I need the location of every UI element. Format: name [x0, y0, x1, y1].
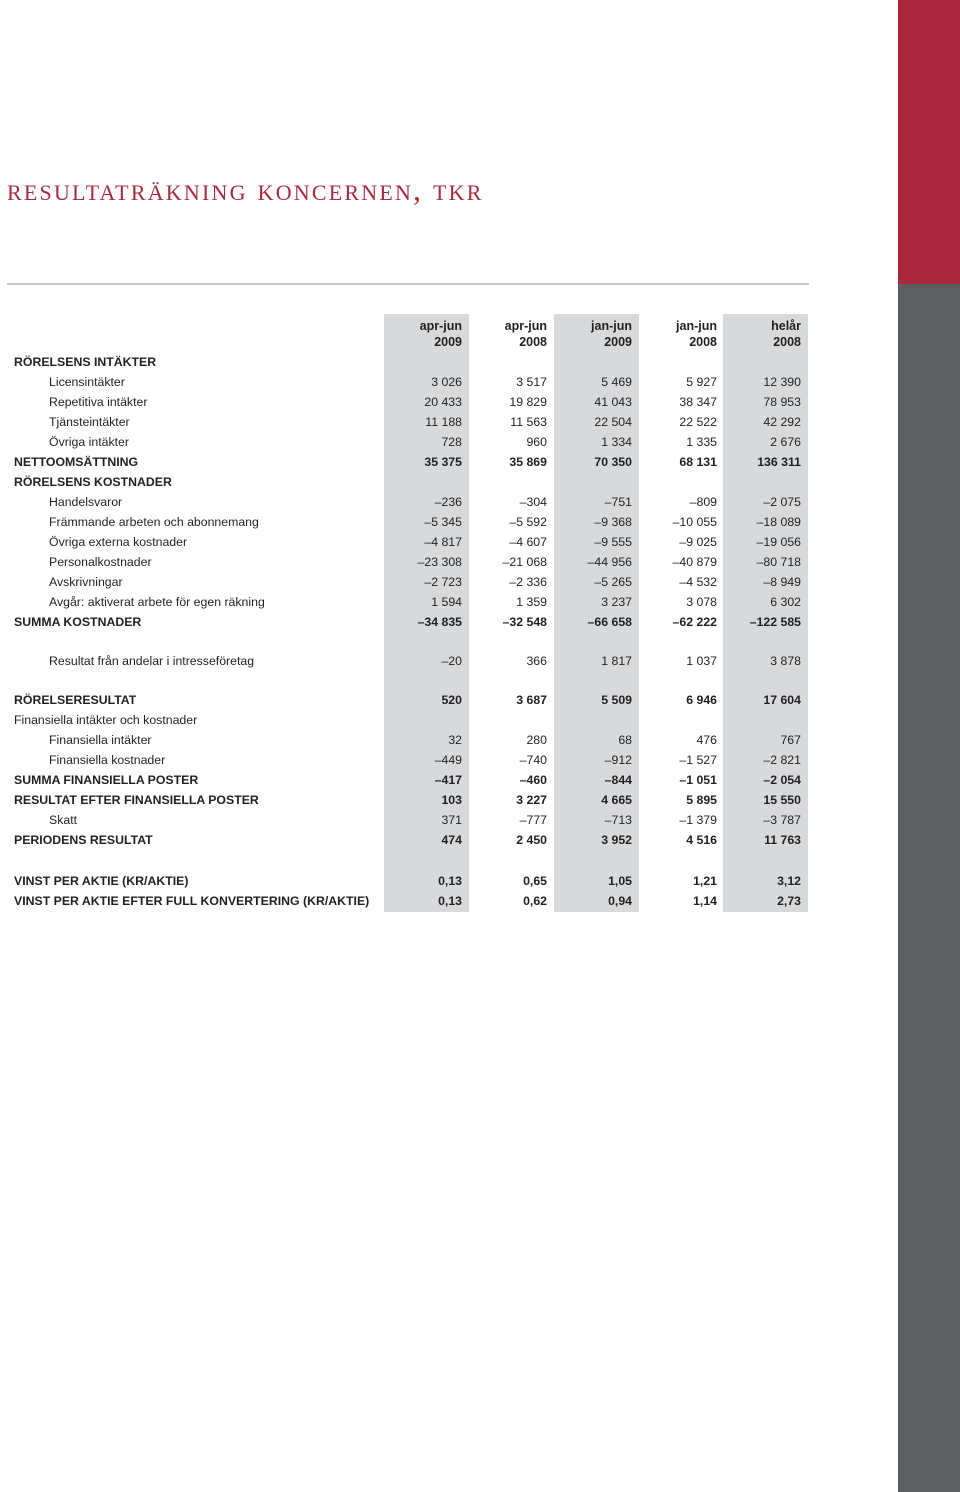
table-cell: 5 509 — [601, 693, 632, 707]
table-cell: –5 592 — [509, 515, 547, 529]
table-cell: –8 949 — [763, 575, 801, 589]
table-cell: –34 835 — [417, 615, 462, 629]
table-cell: 960 — [526, 435, 547, 449]
row-label: RÖRELSENS KOSTNADER — [14, 475, 172, 489]
table-cell: –20 — [441, 654, 462, 668]
table-cell: –713 — [604, 813, 632, 827]
table-cell: –5 265 — [594, 575, 632, 589]
table-cell: –66 658 — [587, 615, 632, 629]
table-row — [0, 750, 898, 770]
table-cell: 19 829 — [509, 395, 547, 409]
row-label: Tjänsteintäkter — [49, 415, 130, 429]
row-label: Finansiella kostnader — [49, 753, 166, 767]
table-cell: 6 302 — [770, 595, 801, 609]
table-cell: 3 078 — [686, 595, 717, 609]
row-label: RÖRELSERESULTAT — [14, 693, 137, 707]
table-cell: 2 676 — [770, 435, 801, 449]
table-cell: 728 — [441, 435, 462, 449]
table-cell: 35 869 — [509, 455, 547, 469]
accent-bar-gray — [898, 284, 960, 1492]
table-cell: 5 895 — [686, 793, 717, 807]
table-cell: –1 379 — [679, 813, 717, 827]
table-cell: 11 188 — [425, 415, 462, 429]
table-cell: 2 450 — [516, 833, 547, 847]
column-header: apr-jun 2009 — [419, 319, 462, 349]
table-cell: 35 375 — [424, 455, 462, 469]
table-cell: –4 607 — [509, 535, 547, 549]
table-cell: –9 368 — [594, 515, 632, 529]
row-label: VINST PER AKTIE EFTER FULL KONVERTERING (KR/AKTIE) — [14, 894, 370, 908]
table-cell: 1 334 — [601, 435, 632, 449]
table-cell: 2,73 — [777, 894, 801, 908]
row-label: VINST PER AKTIE (KR/AKTIE) — [14, 874, 189, 888]
table-row — [0, 452, 898, 472]
table-row — [0, 651, 898, 671]
table-cell: 1 817 — [601, 654, 632, 668]
table-cell: –9 555 — [594, 535, 632, 549]
table-cell: –40 879 — [672, 555, 717, 569]
table-cell: –417 — [434, 773, 462, 787]
table-cell: 68 — [618, 733, 632, 747]
table-cell: 3 026 — [431, 375, 462, 389]
table-cell: 3 878 — [770, 654, 801, 668]
table-cell: –1 051 — [679, 773, 717, 787]
table-cell: 0,94 — [608, 894, 632, 908]
table-cell: 1 594 — [431, 595, 462, 609]
row-label: Avgår: aktiverat arbete för egen räkning — [49, 595, 265, 609]
row-label: Avskrivningar — [49, 575, 123, 589]
table-cell: 3 952 — [601, 833, 632, 847]
table-cell: 474 — [441, 833, 462, 847]
table-cell: –304 — [519, 495, 547, 509]
table-cell: –62 222 — [672, 615, 717, 629]
table-cell: 0,62 — [523, 894, 547, 908]
table-cell: 0,65 — [523, 874, 547, 888]
table-cell: 1,21 — [693, 874, 717, 888]
table-cell: 1 359 — [516, 595, 547, 609]
table-cell: –2 336 — [509, 575, 547, 589]
table-cell: 17 604 — [763, 693, 801, 707]
column-header: jan-jun 2008 — [676, 319, 717, 349]
table-cell: –449 — [434, 753, 462, 767]
table-cell: 103 — [441, 793, 462, 807]
table-row — [0, 730, 898, 750]
table-cell: –3 787 — [763, 813, 801, 827]
table-cell: –32 548 — [502, 615, 547, 629]
row-label: Repetitiva intäkter — [49, 395, 148, 409]
table-cell: –2 075 — [763, 495, 801, 509]
table-cell: –912 — [604, 753, 632, 767]
table-cell: –777 — [519, 813, 547, 827]
table-row — [0, 710, 898, 730]
table-cell: 38 347 — [679, 395, 717, 409]
table-cell: 3 237 — [601, 595, 632, 609]
table-cell: –2 054 — [763, 773, 801, 787]
table-cell: 520 — [441, 693, 462, 707]
table-row — [0, 690, 898, 710]
row-label: Övriga intäkter — [49, 435, 129, 449]
row-label: Övriga externa kostnader — [49, 535, 188, 549]
table-cell: –122 585 — [749, 615, 801, 629]
row-label: Licensintäkter — [49, 375, 125, 389]
table-row — [0, 372, 898, 392]
row-label: Finansiella intäkter och kostnader — [14, 713, 198, 727]
table-cell: –236 — [434, 495, 462, 509]
table-row — [0, 512, 898, 532]
table-cell: 476 — [696, 733, 717, 747]
table-cell: 0,13 — [438, 894, 462, 908]
table-cell: –4 532 — [679, 575, 717, 589]
table-row — [0, 552, 898, 572]
table-cell: –844 — [604, 773, 632, 787]
table-cell: 767 — [780, 733, 801, 747]
row-label: NETTOOMSÄTTNING — [14, 455, 139, 469]
row-label: PERIODENS RESULTAT — [14, 833, 153, 847]
row-label: SUMMA KOSTNADER — [14, 615, 142, 629]
table-cell: 41 043 — [594, 395, 632, 409]
table-cell: –10 055 — [672, 515, 717, 529]
table-cell: 1,14 — [693, 894, 717, 908]
table-row — [0, 871, 898, 891]
table-cell: 12 390 — [763, 375, 801, 389]
table-row — [0, 492, 898, 512]
row-label: Skatt — [49, 813, 78, 827]
page-title: resultaträkning koncernen, tkr — [7, 172, 484, 207]
table-cell: 366 — [526, 654, 547, 668]
table-row — [0, 432, 898, 452]
column-header: apr-jun 2008 — [504, 319, 547, 349]
table-cell: –2 723 — [424, 575, 462, 589]
table-cell: 1 335 — [686, 435, 717, 449]
table-row — [0, 810, 898, 830]
table-row — [0, 790, 898, 810]
table-cell: 0,13 — [438, 874, 462, 888]
table-cell: –4 817 — [424, 535, 462, 549]
table-cell: 32 — [448, 733, 462, 747]
column-header: jan-jun 2009 — [591, 319, 632, 349]
table-cell: 1,05 — [608, 874, 632, 888]
table-row — [0, 352, 898, 372]
table-cell: 15 550 — [763, 793, 801, 807]
table-cell: 4 665 — [601, 793, 632, 807]
table-row — [0, 392, 898, 412]
row-label: Handelsvaror — [49, 495, 123, 509]
table-row — [0, 770, 898, 790]
table-cell: 5 927 — [686, 375, 717, 389]
table-cell: 78 953 — [763, 395, 801, 409]
table-cell: 5 469 — [601, 375, 632, 389]
table-cell: 22 522 — [679, 415, 717, 429]
table-cell: –5 345 — [424, 515, 462, 529]
table-row — [0, 472, 898, 492]
row-label: Resultat från andelar i intresseföretag — [49, 654, 255, 668]
table-cell: –740 — [519, 753, 547, 767]
table-cell: –23 308 — [417, 555, 462, 569]
row-label: SUMMA FINANSIELLA POSTER — [14, 773, 199, 787]
table-cell: –460 — [519, 773, 547, 787]
table-row — [0, 612, 898, 632]
table-cell: –18 089 — [756, 515, 801, 529]
table-cell: 22 504 — [594, 415, 632, 429]
table-row — [0, 592, 898, 612]
table-row — [0, 891, 898, 911]
table-cell: –21 068 — [502, 555, 547, 569]
row-label: Personalkostnader — [49, 555, 152, 569]
table-cell: 11 763 — [764, 833, 801, 847]
table-cell: –80 718 — [756, 555, 801, 569]
table-cell: –809 — [689, 495, 717, 509]
table-cell: 20 433 — [424, 395, 462, 409]
table-cell: –44 956 — [587, 555, 632, 569]
table-cell: 136 311 — [757, 455, 801, 469]
table-cell: –1 527 — [679, 753, 717, 767]
table-cell: 3 227 — [516, 793, 547, 807]
accent-bar-red — [898, 0, 960, 284]
table-row — [0, 830, 898, 850]
table-cell: –751 — [604, 495, 632, 509]
table-row — [0, 532, 898, 552]
row-label: Finansiella intäkter — [49, 733, 152, 747]
table-cell: 6 946 — [686, 693, 717, 707]
table-cell: 70 350 — [594, 455, 632, 469]
table-cell: 11 563 — [510, 415, 547, 429]
table-row — [0, 412, 898, 432]
table-cell: 280 — [526, 733, 547, 747]
column-header: helår 2008 — [771, 319, 801, 349]
row-label: RÖRELSENS INTÄKTER — [14, 355, 157, 369]
table-row — [0, 572, 898, 592]
table-cell: 371 — [441, 813, 462, 827]
row-label: RESULTAT EFTER FINANSIELLA POSTER — [14, 793, 259, 807]
table-cell: 68 131 — [679, 455, 717, 469]
table-cell: –9 025 — [679, 535, 717, 549]
table-cell: 4 516 — [686, 833, 717, 847]
table-cell: 1 037 — [686, 654, 717, 668]
table-cell: –19 056 — [756, 535, 801, 549]
row-label: Främmande arbeten och abonnemang — [49, 515, 259, 529]
table-cell: –2 821 — [763, 753, 801, 767]
table-cell: 3,12 — [777, 874, 801, 888]
table-cell: 3 687 — [516, 693, 547, 707]
table-cell: 42 292 — [763, 415, 801, 429]
table-cell: 3 517 — [516, 375, 547, 389]
